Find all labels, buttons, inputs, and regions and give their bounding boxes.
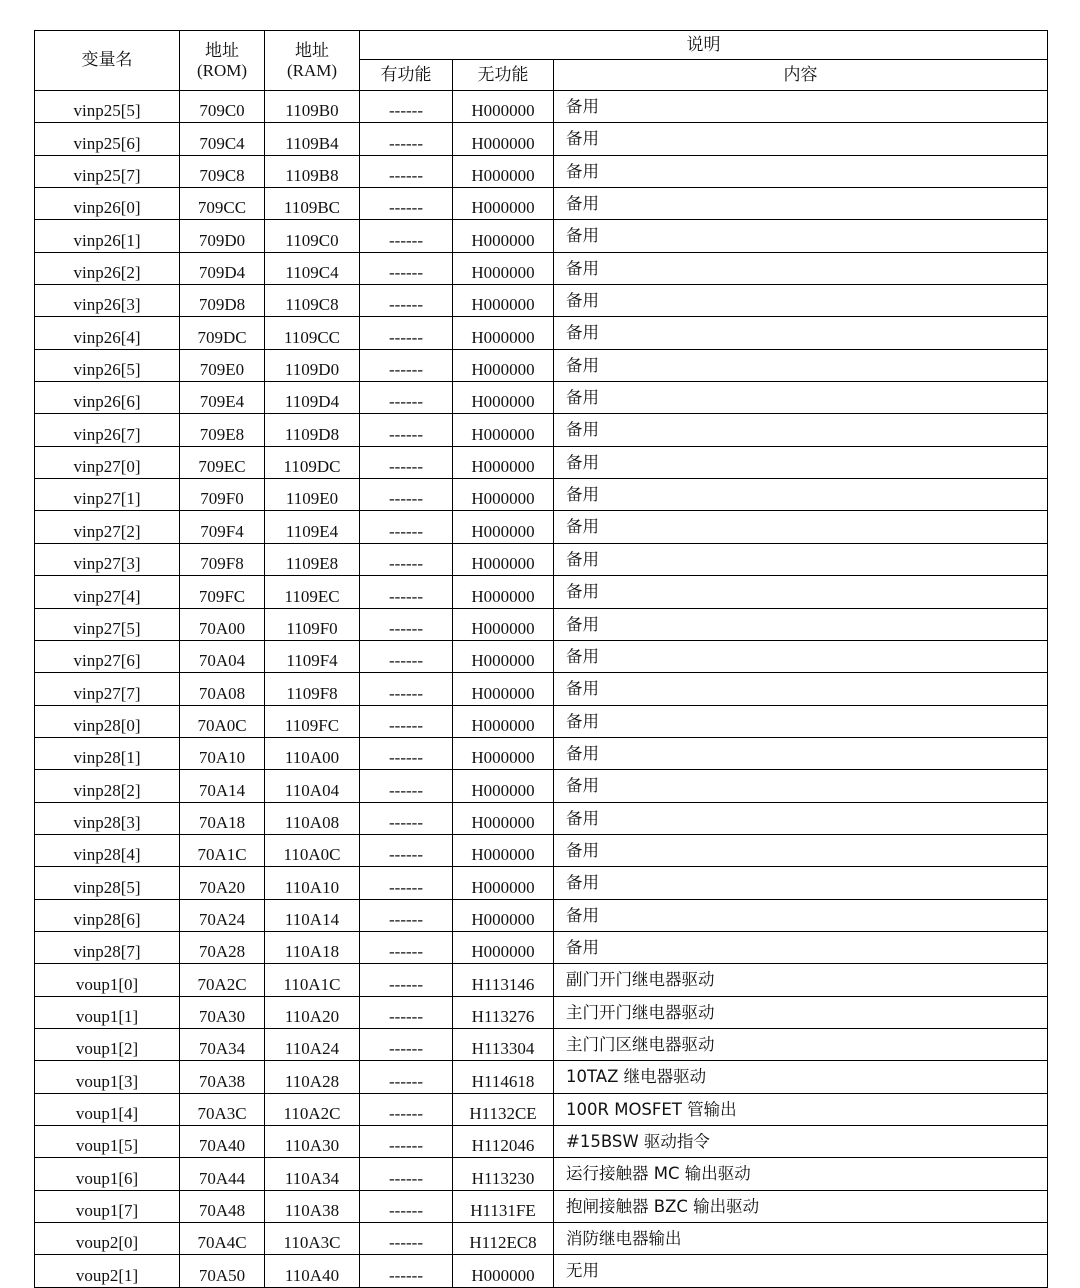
cell-var-name: vinp26[2]: [35, 252, 180, 284]
cell-addr-rom: 70A4C: [180, 1223, 265, 1255]
cell-content: 主门门区继电器驱动: [554, 1028, 1048, 1060]
cell-no-function: H000000: [453, 188, 554, 220]
cell-no-function: H000000: [453, 931, 554, 963]
header-content: 内容: [554, 60, 1048, 91]
cell-content: 抱闸接触器 BZC 输出驱动: [554, 1190, 1048, 1222]
cell-has-function: ------: [360, 317, 453, 349]
cell-has-function: ------: [360, 511, 453, 543]
cell-addr-rom: 70A28: [180, 931, 265, 963]
cell-addr-ram: 1109C8: [265, 285, 360, 317]
cell-content: 10TAZ 继电器驱动: [554, 1061, 1048, 1093]
cell-content: 备用: [554, 479, 1048, 511]
cell-content: 备用: [554, 188, 1048, 220]
cell-var-name: voup1[3]: [35, 1061, 180, 1093]
cell-var-name: voup1[1]: [35, 996, 180, 1028]
cell-addr-rom: 70A24: [180, 899, 265, 931]
cell-var-name: vinp28[0]: [35, 705, 180, 737]
table-row: [35, 576, 1048, 608]
cell-content: 备用: [554, 705, 1048, 737]
cell-no-function: H000000: [453, 673, 554, 705]
cell-addr-ram: 1109C0: [265, 220, 360, 252]
cell-has-function: ------: [360, 608, 453, 640]
cell-no-function: H113146: [453, 964, 554, 996]
cell-content: 备用: [554, 673, 1048, 705]
cell-addr-rom: 70A14: [180, 770, 265, 802]
cell-var-name: vinp27[7]: [35, 673, 180, 705]
cell-addr-rom: 709E4: [180, 382, 265, 414]
cell-no-function: H113276: [453, 996, 554, 1028]
cell-no-function: H1131FE: [453, 1190, 554, 1222]
cell-addr-rom: 70A10: [180, 737, 265, 769]
table-row: [35, 220, 1048, 252]
cell-has-function: ------: [360, 1223, 453, 1255]
cell-no-function: H000000: [453, 608, 554, 640]
cell-var-name: vinp28[7]: [35, 931, 180, 963]
cell-no-function: H000000: [453, 91, 554, 123]
cell-no-function: H000000: [453, 479, 554, 511]
cell-addr-ram: 110A38: [265, 1190, 360, 1222]
table-row: [35, 1126, 1048, 1158]
cell-content: 副门开门继电器驱动: [554, 964, 1048, 996]
cell-has-function: ------: [360, 640, 453, 672]
cell-has-function: ------: [360, 543, 453, 575]
cell-addr-ram: 110A08: [265, 802, 360, 834]
cell-var-name: vinp27[3]: [35, 543, 180, 575]
cell-var-name: vinp26[4]: [35, 317, 180, 349]
cell-no-function: H000000: [453, 414, 554, 446]
cell-content: 备用: [554, 414, 1048, 446]
cell-addr-ram: 1109BC: [265, 188, 360, 220]
cell-has-function: ------: [360, 802, 453, 834]
cell-addr-rom: 70A20: [180, 867, 265, 899]
register-table: [34, 30, 1048, 1288]
cell-addr-ram: 1109B4: [265, 123, 360, 155]
cell-no-function: H000000: [453, 1255, 554, 1287]
table-row: [35, 705, 1048, 737]
cell-addr-rom: 709F0: [180, 479, 265, 511]
cell-content: 备用: [554, 899, 1048, 931]
table-row: [35, 1190, 1048, 1222]
table-row: [35, 479, 1048, 511]
cell-var-name: voup1[4]: [35, 1093, 180, 1125]
table-row: [35, 317, 1048, 349]
cell-var-name: voup2[1]: [35, 1255, 180, 1287]
cell-addr-ram: 110A28: [265, 1061, 360, 1093]
table-row: [35, 285, 1048, 317]
cell-has-function: ------: [360, 996, 453, 1028]
cell-addr-rom: 70A2C: [180, 964, 265, 996]
cell-no-function: H000000: [453, 155, 554, 187]
cell-addr-ram: 110A14: [265, 899, 360, 931]
cell-content: 备用: [554, 511, 1048, 543]
cell-var-name: vinp26[6]: [35, 382, 180, 414]
cell-addr-ram: 1109F0: [265, 608, 360, 640]
cell-has-function: ------: [360, 188, 453, 220]
cell-addr-ram: 1109B8: [265, 155, 360, 187]
cell-addr-rom: 709D8: [180, 285, 265, 317]
cell-no-function: H000000: [453, 899, 554, 931]
cell-has-function: ------: [360, 1255, 453, 1287]
cell-addr-rom: 70A0C: [180, 705, 265, 737]
cell-content: 备用: [554, 543, 1048, 575]
cell-var-name: vinp25[5]: [35, 91, 180, 123]
cell-addr-ram: 110A10: [265, 867, 360, 899]
cell-content: #15BSW 驱动指令: [554, 1126, 1048, 1158]
table-header: [35, 31, 1048, 91]
cell-no-function: H000000: [453, 834, 554, 866]
cell-content: 备用: [554, 382, 1048, 414]
cell-addr-ram: 110A00: [265, 737, 360, 769]
cell-no-function: H113304: [453, 1028, 554, 1060]
cell-var-name: vinp27[6]: [35, 640, 180, 672]
cell-addr-ram: 1109F4: [265, 640, 360, 672]
cell-has-function: ------: [360, 349, 453, 381]
header-explain: 说明: [360, 31, 1048, 60]
cell-addr-ram: 110A20: [265, 996, 360, 1028]
table-row: [35, 382, 1048, 414]
cell-content: 备用: [554, 285, 1048, 317]
header-var-name: 变量名: [35, 31, 180, 91]
cell-addr-rom: 70A50: [180, 1255, 265, 1287]
cell-no-function: H000000: [453, 802, 554, 834]
header-no-function: 无功能: [453, 60, 554, 91]
cell-addr-rom: 70A30: [180, 996, 265, 1028]
cell-no-function: H000000: [453, 382, 554, 414]
cell-addr-rom: 70A18: [180, 802, 265, 834]
cell-has-function: ------: [360, 1126, 453, 1158]
cell-no-function: H114618: [453, 1061, 554, 1093]
cell-content: 备用: [554, 576, 1048, 608]
cell-no-function: H000000: [453, 446, 554, 478]
cell-addr-rom: 709E0: [180, 349, 265, 381]
cell-addr-rom: 70A48: [180, 1190, 265, 1222]
table-row: [35, 608, 1048, 640]
cell-addr-rom: 709CC: [180, 188, 265, 220]
cell-var-name: voup1[7]: [35, 1190, 180, 1222]
cell-content: 备用: [554, 123, 1048, 155]
cell-addr-ram: 110A0C: [265, 834, 360, 866]
table-row: [35, 123, 1048, 155]
cell-addr-rom: 709D0: [180, 220, 265, 252]
cell-var-name: vinp26[0]: [35, 188, 180, 220]
cell-has-function: ------: [360, 479, 453, 511]
cell-content: 备用: [554, 155, 1048, 187]
cell-var-name: vinp28[5]: [35, 867, 180, 899]
table-row: [35, 673, 1048, 705]
cell-content: 备用: [554, 834, 1048, 866]
cell-has-function: ------: [360, 705, 453, 737]
cell-has-function: ------: [360, 1190, 453, 1222]
cell-addr-rom: 709C0: [180, 91, 265, 123]
cell-var-name: vinp28[4]: [35, 834, 180, 866]
table-row: [35, 931, 1048, 963]
cell-var-name: vinp27[5]: [35, 608, 180, 640]
cell-addr-ram: 1109B0: [265, 91, 360, 123]
cell-var-name: voup1[0]: [35, 964, 180, 996]
cell-addr-ram: 1109E4: [265, 511, 360, 543]
cell-var-name: vinp26[1]: [35, 220, 180, 252]
cell-has-function: ------: [360, 673, 453, 705]
cell-addr-rom: 70A04: [180, 640, 265, 672]
cell-content: 备用: [554, 220, 1048, 252]
cell-has-function: ------: [360, 285, 453, 317]
cell-has-function: ------: [360, 576, 453, 608]
cell-addr-ram: 1109EC: [265, 576, 360, 608]
table-row: [35, 802, 1048, 834]
cell-has-function: ------: [360, 446, 453, 478]
cell-var-name: voup2[0]: [35, 1223, 180, 1255]
cell-content: 备用: [554, 931, 1048, 963]
cell-has-function: ------: [360, 1093, 453, 1125]
table-row: [35, 996, 1048, 1028]
cell-addr-ram: 110A2C: [265, 1093, 360, 1125]
table-row: [35, 349, 1048, 381]
table-body: [35, 91, 1048, 1288]
header-addr-rom: [180, 31, 265, 91]
cell-var-name: vinp27[2]: [35, 511, 180, 543]
cell-var-name: vinp27[0]: [35, 446, 180, 478]
cell-has-function: ------: [360, 414, 453, 446]
cell-addr-rom: 709F8: [180, 543, 265, 575]
cell-var-name: vinp28[2]: [35, 770, 180, 802]
cell-var-name: voup1[5]: [35, 1126, 180, 1158]
cell-has-function: ------: [360, 770, 453, 802]
cell-addr-ram: 1109D4: [265, 382, 360, 414]
cell-has-function: ------: [360, 1028, 453, 1060]
cell-var-name: vinp28[3]: [35, 802, 180, 834]
cell-no-function: H1132CE: [453, 1093, 554, 1125]
header-addr-rom-line1: 地址: [205, 40, 239, 61]
cell-addr-ram: 1109D8: [265, 414, 360, 446]
table-row: [35, 414, 1048, 446]
cell-var-name: vinp26[5]: [35, 349, 180, 381]
cell-addr-ram: 110A40: [265, 1255, 360, 1287]
cell-no-function: H000000: [453, 285, 554, 317]
cell-addr-ram: 1109C4: [265, 252, 360, 284]
cell-content: 消防继电器输出: [554, 1223, 1048, 1255]
cell-addr-rom: 70A44: [180, 1158, 265, 1190]
register-table-sheet: [34, 30, 1047, 1288]
cell-content: 备用: [554, 91, 1048, 123]
cell-content: 无用: [554, 1255, 1048, 1287]
cell-has-function: ------: [360, 1158, 453, 1190]
table-row: [35, 1028, 1048, 1060]
cell-content: 备用: [554, 446, 1048, 478]
cell-has-function: ------: [360, 834, 453, 866]
table-row: [35, 446, 1048, 478]
cell-addr-rom: 709C4: [180, 123, 265, 155]
table-row: [35, 1061, 1048, 1093]
table-row: [35, 1158, 1048, 1190]
cell-addr-ram: 110A1C: [265, 964, 360, 996]
cell-addr-rom: 709C8: [180, 155, 265, 187]
table-row: [35, 1255, 1048, 1287]
cell-no-function: H000000: [453, 220, 554, 252]
cell-addr-rom: 709DC: [180, 317, 265, 349]
cell-var-name: vinp27[4]: [35, 576, 180, 608]
cell-no-function: H113230: [453, 1158, 554, 1190]
cell-no-function: H000000: [453, 123, 554, 155]
cell-has-function: ------: [360, 737, 453, 769]
cell-has-function: ------: [360, 867, 453, 899]
header-addr-ram-line2: (RAM): [286, 60, 338, 80]
cell-content: 备用: [554, 317, 1048, 349]
cell-has-function: ------: [360, 91, 453, 123]
header-addr-ram-line1: 地址: [295, 40, 329, 61]
cell-has-function: ------: [360, 964, 453, 996]
cell-no-function: H000000: [453, 543, 554, 575]
table-row: [35, 91, 1048, 123]
cell-addr-ram: 1109FC: [265, 705, 360, 737]
cell-var-name: vinp27[1]: [35, 479, 180, 511]
cell-addr-ram: 1109E8: [265, 543, 360, 575]
cell-has-function: ------: [360, 899, 453, 931]
cell-addr-ram: 110A3C: [265, 1223, 360, 1255]
cell-var-name: vinp25[7]: [35, 155, 180, 187]
cell-addr-rom: 70A00: [180, 608, 265, 640]
cell-addr-ram: 1109F8: [265, 673, 360, 705]
cell-no-function: H000000: [453, 317, 554, 349]
cell-no-function: H000000: [453, 349, 554, 381]
table-row: [35, 1223, 1048, 1255]
cell-addr-ram: 1109DC: [265, 446, 360, 478]
cell-content: 备用: [554, 349, 1048, 381]
cell-var-name: vinp28[6]: [35, 899, 180, 931]
header-addr-rom-line2: (ROM): [196, 60, 248, 80]
table-row: [35, 964, 1048, 996]
cell-addr-ram: 110A24: [265, 1028, 360, 1060]
cell-has-function: ------: [360, 931, 453, 963]
cell-has-function: ------: [360, 1061, 453, 1093]
cell-content: 备用: [554, 608, 1048, 640]
cell-content: 备用: [554, 802, 1048, 834]
table-row: [35, 737, 1048, 769]
cell-no-function: H000000: [453, 252, 554, 284]
cell-addr-ram: 1109CC: [265, 317, 360, 349]
cell-no-function: H112046: [453, 1126, 554, 1158]
cell-var-name: vinp28[1]: [35, 737, 180, 769]
cell-addr-rom: 70A3C: [180, 1093, 265, 1125]
cell-has-function: ------: [360, 220, 453, 252]
cell-no-function: H000000: [453, 770, 554, 802]
cell-content: 备用: [554, 867, 1048, 899]
cell-addr-rom: 709E8: [180, 414, 265, 446]
cell-addr-rom: 70A08: [180, 673, 265, 705]
cell-addr-rom: 70A38: [180, 1061, 265, 1093]
cell-addr-rom: 70A1C: [180, 834, 265, 866]
cell-content: 100R MOSFET 管输出: [554, 1093, 1048, 1125]
table-row: [35, 899, 1048, 931]
cell-no-function: H000000: [453, 705, 554, 737]
cell-var-name: voup1[2]: [35, 1028, 180, 1060]
cell-no-function: H000000: [453, 511, 554, 543]
cell-has-function: ------: [360, 123, 453, 155]
table-row: [35, 543, 1048, 575]
table-row: [35, 867, 1048, 899]
cell-var-name: vinp26[3]: [35, 285, 180, 317]
cell-content: 备用: [554, 252, 1048, 284]
cell-no-function: H000000: [453, 576, 554, 608]
cell-addr-rom: 709F4: [180, 511, 265, 543]
header-has-function: 有功能: [360, 60, 453, 91]
cell-var-name: vinp25[6]: [35, 123, 180, 155]
cell-no-function: H000000: [453, 867, 554, 899]
table-row: [35, 155, 1048, 187]
cell-content: 主门开门继电器驱动: [554, 996, 1048, 1028]
table-row: [35, 770, 1048, 802]
cell-no-function: H112EC8: [453, 1223, 554, 1255]
cell-addr-ram: 110A18: [265, 931, 360, 963]
cell-has-function: ------: [360, 252, 453, 284]
cell-content: 运行接触器 MC 输出驱动: [554, 1158, 1048, 1190]
cell-has-function: ------: [360, 155, 453, 187]
cell-no-function: H000000: [453, 640, 554, 672]
cell-var-name: voup1[6]: [35, 1158, 180, 1190]
cell-content: 备用: [554, 770, 1048, 802]
cell-addr-rom: 709EC: [180, 446, 265, 478]
header-addr-ram: [265, 31, 360, 91]
cell-has-function: ------: [360, 382, 453, 414]
table-row: [35, 640, 1048, 672]
cell-addr-ram: 1109D0: [265, 349, 360, 381]
table-row: [35, 188, 1048, 220]
cell-content: 备用: [554, 737, 1048, 769]
cell-addr-rom: 709FC: [180, 576, 265, 608]
cell-addr-rom: 70A34: [180, 1028, 265, 1060]
cell-addr-rom: 70A40: [180, 1126, 265, 1158]
table-row: [35, 834, 1048, 866]
cell-addr-rom: 709D4: [180, 252, 265, 284]
table-row: [35, 1093, 1048, 1125]
table-row: [35, 252, 1048, 284]
cell-no-function: H000000: [453, 737, 554, 769]
cell-addr-ram: 110A30: [265, 1126, 360, 1158]
cell-var-name: vinp26[7]: [35, 414, 180, 446]
cell-addr-ram: 110A34: [265, 1158, 360, 1190]
cell-addr-ram: 1109E0: [265, 479, 360, 511]
table-row: [35, 511, 1048, 543]
cell-addr-ram: 110A04: [265, 770, 360, 802]
cell-content: 备用: [554, 640, 1048, 672]
